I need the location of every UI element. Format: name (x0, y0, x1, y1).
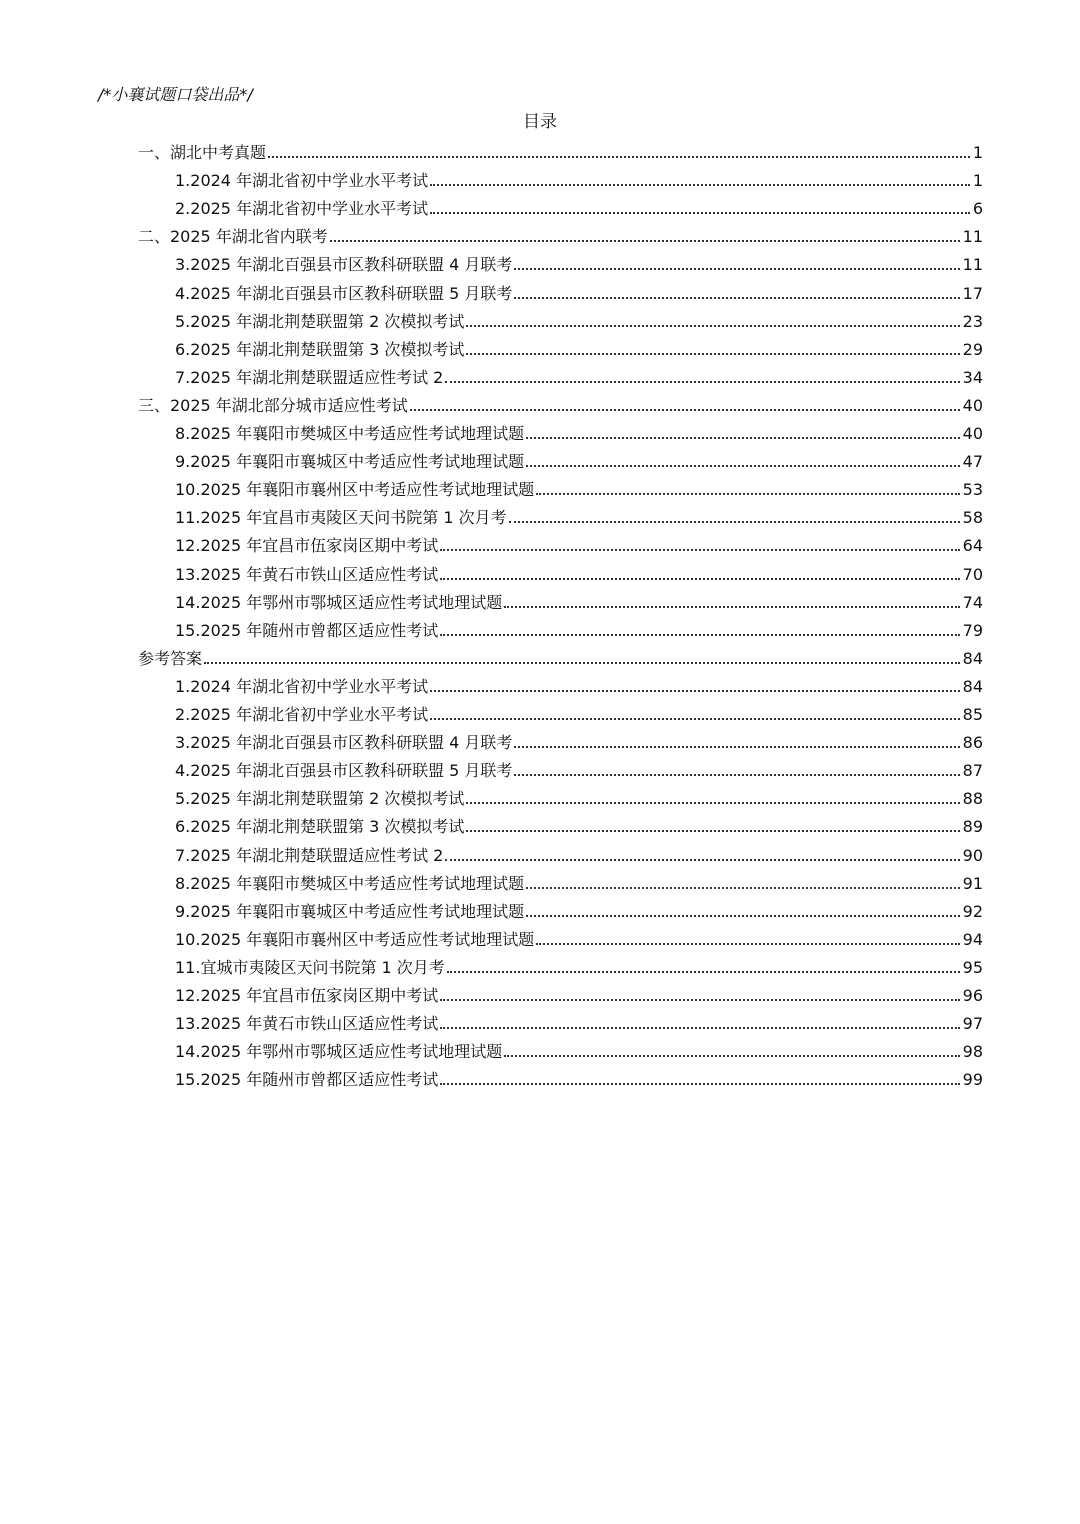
toc-entry[interactable] (175, 838, 983, 866)
toc-entry[interactable] (175, 781, 983, 809)
dot-leader (445, 381, 959, 383)
toc-entry-title: 3.2025 年湖北百强县市区教科研联盟 4 月联考 (175, 733, 513, 753)
dot-leader (440, 634, 959, 636)
dot-leader (509, 521, 960, 523)
toc-entry-title: 8.2025 年襄阳市樊城区中考适应性考试地理试题 (175, 424, 525, 443)
toc-entry[interactable] (175, 472, 983, 500)
toc-section-entry[interactable] (138, 219, 983, 247)
toc-entry-title: 7.2025 年湖北荆楚联盟适应性考试 2 (175, 845, 444, 865)
toc-section-entry[interactable] (138, 388, 983, 416)
toc-page-number: 90 (962, 845, 983, 865)
dot-leader (514, 774, 959, 776)
toc-entry[interactable] (175, 332, 983, 360)
dot-leader (504, 1055, 959, 1057)
toc-page-number: 96 (962, 986, 983, 1005)
toc-entry[interactable] (175, 753, 983, 781)
toc-entry-title: 3.2025 年湖北百强县市区教科研联盟 4 月联考 (175, 255, 513, 275)
toc-entry-title: 12.2025 年宜昌市伍家岗区期中考试 (175, 986, 439, 1005)
toc-page-number: 53 (962, 480, 983, 500)
dot-leader (268, 156, 970, 158)
toc-entry[interactable] (175, 528, 983, 556)
dot-leader (440, 1027, 959, 1029)
toc-page-number: 98 (962, 1042, 983, 1062)
dot-leader (430, 690, 960, 692)
toc-page-number: 97 (962, 1014, 983, 1034)
toc-page-number: 88 (962, 789, 983, 809)
toc-entry[interactable] (175, 500, 983, 528)
toc-entry[interactable] (175, 697, 983, 725)
dot-leader (514, 297, 959, 299)
toc-page-number: 11 (962, 227, 983, 247)
toc-entry-title: 参考答案 (138, 648, 203, 668)
dot-leader (430, 184, 970, 186)
toc-page-number: 40 (962, 395, 983, 415)
toc-page-number: 74 (962, 592, 983, 612)
toc-entry[interactable] (175, 163, 983, 191)
toc-entry-title: 6.2025 年湖北荆楚联盟第 3 次模拟考试 (175, 339, 465, 359)
toc-entry[interactable] (175, 276, 983, 304)
toc-entry[interactable] (175, 950, 983, 978)
toc-entry[interactable] (175, 416, 983, 444)
dot-leader (526, 437, 960, 439)
toc-entry[interactable] (175, 444, 983, 472)
dot-leader (330, 240, 960, 242)
toc-entry-title: 5.2025 年湖北荆楚联盟第 2 次模拟考试 (175, 789, 465, 809)
toc-entry[interactable] (175, 247, 983, 275)
toc-page-number: 1 (972, 171, 983, 191)
toc-page-number: 84 (962, 648, 983, 668)
toc-entry-title: 15.2025 年随州市曾都区适应性考试 (175, 620, 439, 640)
dot-leader (410, 409, 960, 411)
toc-page-number: 85 (962, 705, 983, 724)
dot-leader (466, 353, 959, 355)
dot-leader (430, 212, 970, 214)
toc-entry-title: 1.2024 年湖北省初中学业水平考试 (175, 171, 429, 191)
dot-leader (526, 465, 960, 467)
toc-entry-title: 11.2025 年宜昌市夷陵区天问书院第 1 次月考 (175, 508, 507, 528)
toc-entry[interactable] (175, 894, 983, 922)
toc-entry-title: 13.2025 年黄石市铁山区适应性考试 (175, 564, 439, 584)
dot-leader (466, 802, 959, 804)
dot-leader (526, 887, 960, 889)
toc-entry[interactable] (175, 978, 983, 1006)
toc-entry[interactable] (175, 304, 983, 332)
toc-entry[interactable] (175, 809, 983, 837)
toc-entry-title: 13.2025 年黄石市铁山区适应性考试 (175, 1014, 439, 1034)
toc-page-number: 87 (962, 761, 983, 781)
dot-leader (466, 325, 959, 327)
toc-entry[interactable] (175, 191, 983, 219)
toc-page-number: 95 (962, 957, 983, 977)
toc-page-number: 86 (962, 733, 983, 753)
toc-title: 目录 (523, 112, 557, 132)
toc-page-number: 92 (962, 901, 983, 921)
toc-entry-title: 一、湖北中考真题 (138, 143, 267, 162)
toc-page-number: 58 (962, 508, 983, 528)
dot-leader (447, 971, 960, 973)
toc-entry-title: 12.2025 年宜昌市伍家岗区期中考试 (175, 536, 439, 556)
toc-entry-title: 4.2025 年湖北百强县市区教科研联盟 5 月联考 (175, 761, 513, 781)
dot-leader (536, 943, 959, 945)
toc-entry-title: 14.2025 年鄂州市鄂城区适应性考试地理试题 (175, 1042, 503, 1062)
toc-page-number: 40 (962, 424, 983, 443)
dot-leader (204, 662, 960, 664)
toc-page-number: 70 (962, 564, 983, 584)
toc-page-number: 11 (962, 255, 983, 275)
toc-entry-title: 二、2025 年湖北省内联考 (138, 227, 328, 247)
dot-leader (440, 549, 959, 551)
toc-entry[interactable] (175, 557, 983, 585)
toc-entry[interactable] (175, 725, 983, 753)
toc-entry-title: 4.2025 年湖北百强县市区教科研联盟 5 月联考 (175, 283, 513, 303)
dot-leader (526, 915, 960, 917)
toc-entry[interactable] (175, 613, 983, 641)
toc-entry-title: 1.2024 年湖北省初中学业水平考试 (175, 676, 429, 696)
toc-page-number: 84 (962, 676, 983, 696)
toc-entry[interactable] (175, 866, 983, 894)
dot-leader (430, 718, 960, 720)
toc-page-number: 64 (962, 536, 983, 556)
toc-entry-title: 11.宜城市夷陵区天问书院第 1 次月考 (175, 957, 445, 977)
header-note: /*小襄试题口袋出品*/ (98, 85, 253, 104)
toc-entry-title: 9.2025 年襄阳市襄城区中考适应性考试地理试题 (175, 452, 525, 472)
toc-entry[interactable] (175, 360, 983, 388)
dot-leader (504, 606, 959, 608)
toc-page-number: 91 (962, 873, 983, 893)
toc-page-number: 6 (972, 199, 983, 219)
toc-entry-title: 10.2025 年襄阳市襄州区中考适应性考试地理试题 (175, 929, 535, 949)
toc-page-number: 89 (962, 817, 983, 837)
toc-entry-title: 15.2025 年随州市曾都区适应性考试 (175, 1070, 439, 1090)
toc-entry-title: 2.2025 年湖北省初中学业水平考试 (175, 705, 429, 724)
toc-entry-title: 2.2025 年湖北省初中学业水平考试 (175, 199, 429, 219)
toc-entry-title: 7.2025 年湖北荆楚联盟适应性考试 2 (175, 367, 444, 387)
toc-entry[interactable] (175, 1062, 983, 1090)
toc-page-number: 34 (962, 367, 983, 387)
toc-page-number: 99 (962, 1070, 983, 1090)
toc-entry-title: 三、2025 年湖北部分城市适应性考试 (138, 395, 408, 415)
toc-section-entry[interactable] (138, 641, 983, 669)
dot-leader (536, 493, 959, 495)
toc-page-number: 17 (962, 283, 983, 303)
toc-entry[interactable] (175, 1034, 983, 1062)
toc-entry-title: 10.2025 年襄阳市襄州区中考适应性考试地理试题 (175, 480, 535, 500)
toc-page-number: 94 (962, 929, 983, 949)
toc-entry[interactable] (175, 669, 983, 697)
toc-entry-title: 5.2025 年湖北荆楚联盟第 2 次模拟考试 (175, 311, 465, 331)
dot-leader (466, 830, 959, 832)
toc-page-number: 23 (962, 311, 983, 331)
dot-leader (445, 859, 959, 861)
toc-page-number: 79 (962, 620, 983, 640)
toc-page-number: 1 (972, 143, 983, 162)
dot-leader (440, 578, 959, 580)
toc-entry[interactable] (175, 922, 983, 950)
dot-leader (514, 268, 959, 270)
dot-leader (514, 746, 959, 748)
toc-entry-title: 14.2025 年鄂州市鄂城区适应性考试地理试题 (175, 592, 503, 612)
dot-leader (440, 1083, 959, 1085)
toc-entry[interactable] (175, 585, 983, 613)
dot-leader (440, 999, 959, 1001)
toc-entry-title: 8.2025 年襄阳市樊城区中考适应性考试地理试题 (175, 873, 525, 893)
toc-page-number: 29 (962, 339, 983, 359)
toc-entry-title: 9.2025 年襄阳市襄城区中考适应性考试地理试题 (175, 901, 525, 921)
toc-entry[interactable] (175, 1006, 983, 1034)
toc-page-number: 47 (962, 452, 983, 472)
toc-entry-title: 6.2025 年湖北荆楚联盟第 3 次模拟考试 (175, 817, 465, 837)
toc-section-entry[interactable] (138, 135, 983, 163)
